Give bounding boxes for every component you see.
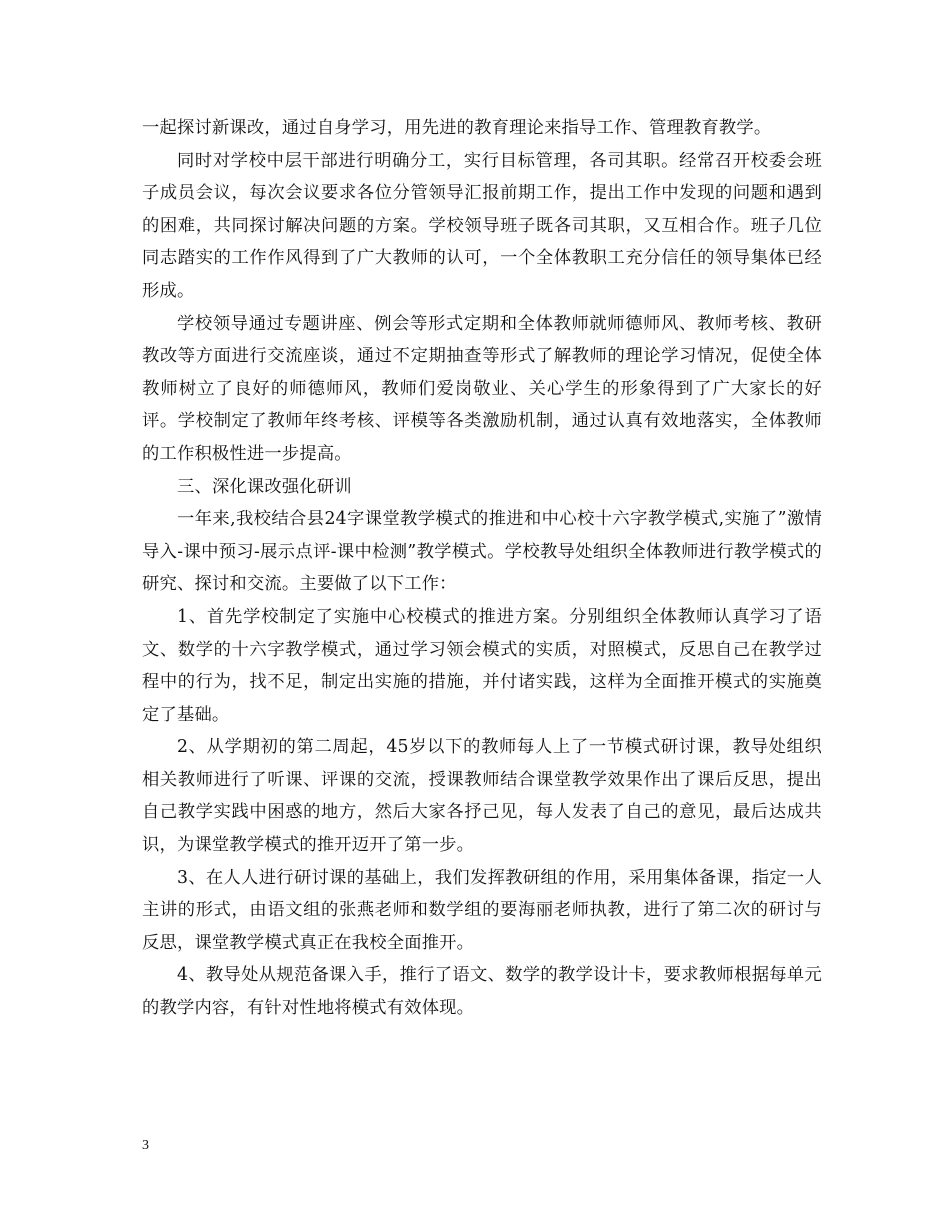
paragraph: 一起探讨新课改，通过自身学习，用先进的教育理论来指导工作、管理教育教学。 — [142, 118, 772, 138]
list-item: 3、在人人进行研讨课的基础上，我们发挥教研组的作用，采用集体备课，指定一人主讲的形式，由语文组的张燕老师和数学组的要海丽老师执教，进行了第二次的研讨与反思，课堂教学模式真正在我校全面推开。 — [142, 867, 822, 953]
paragraph: 学校领导通过专题讲座、例会等形式定期和全体教师就师德师风、教师考核、教研教改等方面进行交流座谈，通过不定期抽查等形式了解教师的理论学习情况，促使全体教师树立了良好的师德师风，教师们爱岗敬业、关心学生的形象得到了广大家长的好评。学校制定了教师年终考核、评模等各类激励机制，通过认真有效地落实，全体教师的工作积极性进一步提高。 — [142, 313, 822, 464]
section-heading: 三、深化课改强化研训 — [177, 476, 352, 497]
paragraph: 一年来,我校结合县24字课堂教学模式的推进和中心校十六字教学模式,实施了”激情导入-课中预习-展示点评-课中检测”教学模式。学校教导处组织全体教师进行教学模式的研究、探讨和交流。主要做了以下工作： — [142, 509, 822, 595]
body-text — [142, 112, 822, 1025]
page-number: 3 — [142, 1138, 149, 1153]
list-item: 2、从学期初的第二周起，45岁以下的教师每人上了一节模式研讨课，教导处组织相关教师进行了听课、评课的交流，授课教师结合课堂教学效果作出了课后反思，提出自己教学实践中困惑的地方，然后大家各抒己见，每人发表了自己的意见，最后达成共识，为课堂教学模式的推开迈开了第一步。 — [142, 737, 822, 856]
list-item: 1、首先学校制定了实施中心校模式的推进方案。分别组织全体教师认真学习了语文、数学的十六字教学模式，通过学习领会模式的实质，对照模式，反思自己在教学过程中的行为，找不足，制定出实施的措施，并付诸实践，这样为全面推开模式的实施奠定了基础。 — [142, 606, 822, 725]
paragraph: 同时对学校中层干部进行明确分工，实行目标管理，各司其职。经常召开校委会班子成员会议，每次会议要求各位分管领导汇报前期工作，提出工作中发现的问题和遇到的困难，共同探讨解决问题的方案。学校领导班子既各司其职，又互相合作。班子几位同志踏实的工作作风得到了广大教师的认可，一个全体教职工充分信任的领导集体已经形成。 — [142, 150, 822, 301]
list-item: 4、教导处从规范备课入手，推行了语文、数学的教学设计卡，要求教师根据每单元的教学内容，有针对性地将模式有效体现。 — [142, 965, 822, 1019]
